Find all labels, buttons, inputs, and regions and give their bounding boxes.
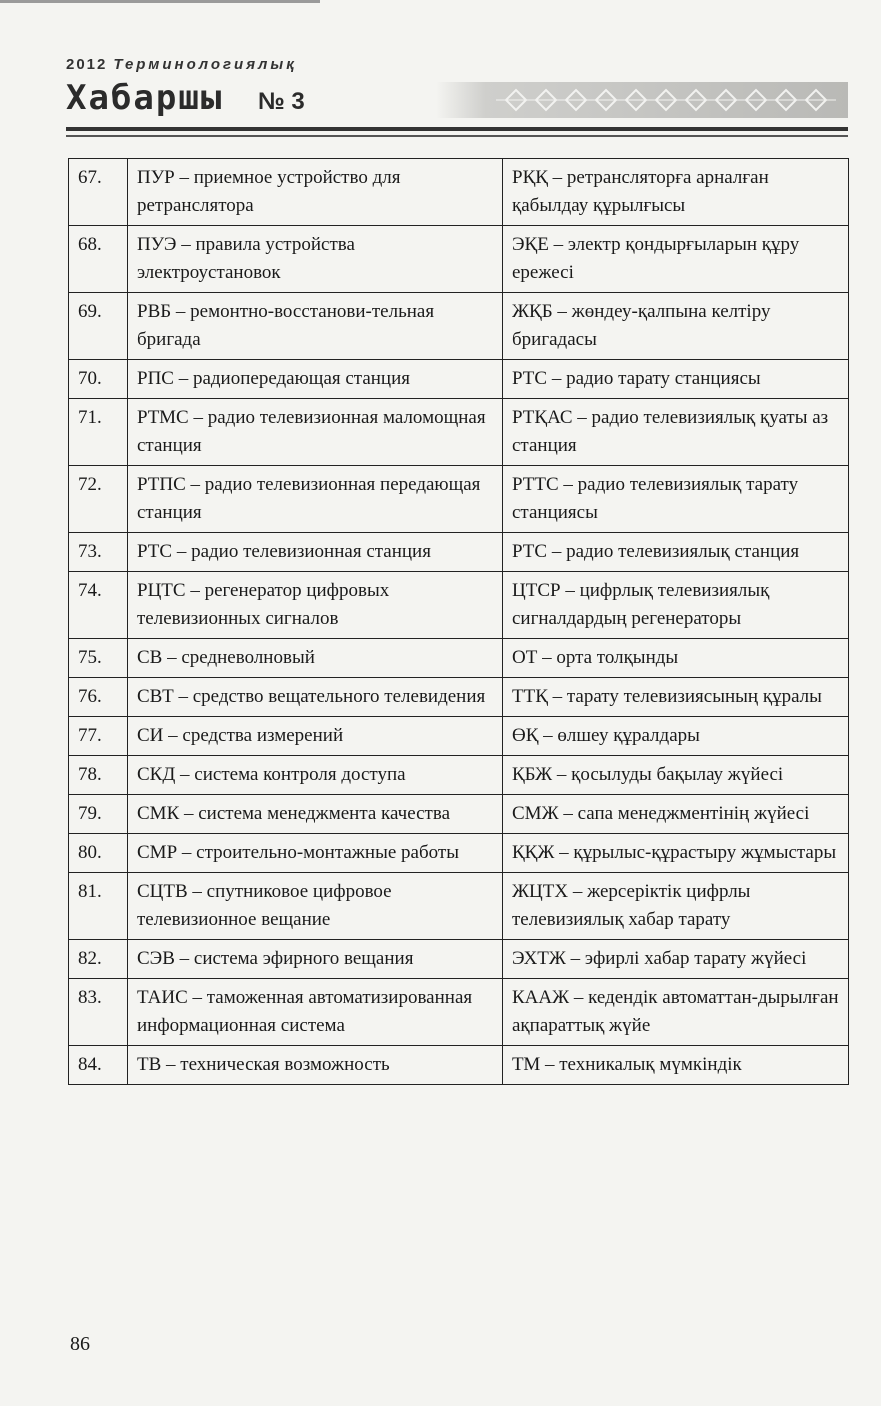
russian-term: ТВ – техническая возможность: [128, 1046, 503, 1085]
row-number: 69.: [69, 293, 128, 360]
table-row: [69, 639, 849, 678]
kazakh-term: КААЖ – кедендік автоматтан-дырылған ақпараттық жүйе: [503, 979, 849, 1046]
kazakh-term: РҚҚ – ретрансляторға арналған қабылдау құрылғысы: [503, 159, 849, 226]
table-row: [69, 572, 849, 639]
row-number: 84.: [69, 1046, 128, 1085]
row-number: 68.: [69, 226, 128, 293]
table-row: [69, 533, 849, 572]
row-number: 76.: [69, 678, 128, 717]
russian-term: РТМС – радио телевизионная маломощная станция: [128, 399, 503, 466]
russian-term: СИ – средства измерений: [128, 717, 503, 756]
header-subtitle: Терминологиялық: [113, 56, 297, 73]
russian-term: СМК – система менеджмента качества: [128, 795, 503, 834]
table-row: [69, 873, 849, 940]
issue-number: № 3: [258, 88, 305, 115]
kazakh-term: ТТҚ – тарату телевизиясының құралы: [503, 678, 849, 717]
kazakh-term: ҚҚЖ – құрылыс-құрастыру жұмыстары: [503, 834, 849, 873]
row-number: 72.: [69, 466, 128, 533]
russian-term: СКД – система контроля доступа: [128, 756, 503, 795]
russian-term: СЭВ – система эфирного вещания: [128, 940, 503, 979]
russian-term: РТПС – радио телевизионная передающая станция: [128, 466, 503, 533]
terms-table: [68, 158, 849, 1085]
row-number: 80.: [69, 834, 128, 873]
kazakh-term: ЖЦТХ – жерсеріктік цифрлы телевизиялық хабар тарату: [503, 873, 849, 940]
header-rule-thick: [66, 127, 848, 131]
kazakh-term: ЦТСР – цифрлық телевизиялық сигналдардың регенераторы: [503, 572, 849, 639]
table-row: [69, 1046, 849, 1085]
kazakh-term: РТС – радио тарату станциясы: [503, 360, 849, 399]
table-row: [69, 226, 849, 293]
russian-term: СВ – средневолновый: [128, 639, 503, 678]
row-number: 81.: [69, 873, 128, 940]
kazakh-term: РТҚАС – радио телевизиялық қуаты аз станция: [503, 399, 849, 466]
kazakh-term: РТТС – радио телевизиялық тарату станциясы: [503, 466, 849, 533]
row-number: 74.: [69, 572, 128, 639]
russian-term: РТС – радио телевизионная станция: [128, 533, 503, 572]
kazakh-term: ЖҚБ – жөндеу-қалпына келтіру бригадасы: [503, 293, 849, 360]
table-row: [69, 979, 849, 1046]
header-ornament: [436, 80, 848, 120]
russian-term: СМР – строительно-монтажные работы: [128, 834, 503, 873]
terms-table-body: [69, 159, 849, 1085]
table-row: [69, 399, 849, 466]
table-row: [69, 466, 849, 533]
row-number: 79.: [69, 795, 128, 834]
russian-term: СВТ – средство вещательного телевидения: [128, 678, 503, 717]
kazakh-term: ӨҚ – өлшеу құралдары: [503, 717, 849, 756]
row-number: 67.: [69, 159, 128, 226]
row-number: 82.: [69, 940, 128, 979]
table-row: [69, 717, 849, 756]
russian-term: ПУР – приемное устройство для ретранслятора: [128, 159, 503, 226]
page-number: 86: [70, 1333, 90, 1355]
russian-term: РПС – радиопередающая станция: [128, 360, 503, 399]
kazakh-term: ЭХТЖ – эфирлі хабар тарату жүйесі: [503, 940, 849, 979]
russian-term: РЦТС – регенератор цифровых телевизионных сигналов: [128, 572, 503, 639]
russian-term: РВБ – ремонтно-восстанови-тельная бригада: [128, 293, 503, 360]
header-rule-thin: [66, 135, 848, 137]
russian-term: СЦТВ – спутниковое цифровое телевизионное вещание: [128, 873, 503, 940]
table-row: [69, 834, 849, 873]
row-number: 83.: [69, 979, 128, 1046]
row-number: 73.: [69, 533, 128, 572]
kazakh-term: ОТ – орта толқынды: [503, 639, 849, 678]
table-row: [69, 293, 849, 360]
table-row: [69, 940, 849, 979]
row-number: 75.: [69, 639, 128, 678]
table-row: [69, 756, 849, 795]
header-kicker: [66, 56, 297, 73]
russian-term: ТАИС – таможенная автоматизированная информационная система: [128, 979, 503, 1046]
row-number: 77.: [69, 717, 128, 756]
page-header: [66, 50, 848, 140]
table-row: [69, 360, 849, 399]
kazakh-term: РТС – радио телевизиялық станция: [503, 533, 849, 572]
header-year: 2012: [66, 56, 108, 73]
row-number: 71.: [69, 399, 128, 466]
kazakh-term: СМЖ – сапа менеджментінің жүйесі: [503, 795, 849, 834]
row-number: 78.: [69, 756, 128, 795]
kazakh-term: ҚБЖ – қосылуды бақылау жүйесі: [503, 756, 849, 795]
kazakh-term: ТМ – техникалық мүмкіндік: [503, 1046, 849, 1085]
table-row: [69, 795, 849, 834]
table-row: [69, 159, 849, 226]
kazakh-term: ЭҚЕ – электр қондырғыларын құру ережесі: [503, 226, 849, 293]
table-row: [69, 678, 849, 717]
row-number: 70.: [69, 360, 128, 399]
russian-term: ПУЭ – правила устройства электроустановок: [128, 226, 503, 293]
top-edge-rule: [0, 0, 320, 3]
journal-title: Хабаршы: [66, 78, 224, 118]
